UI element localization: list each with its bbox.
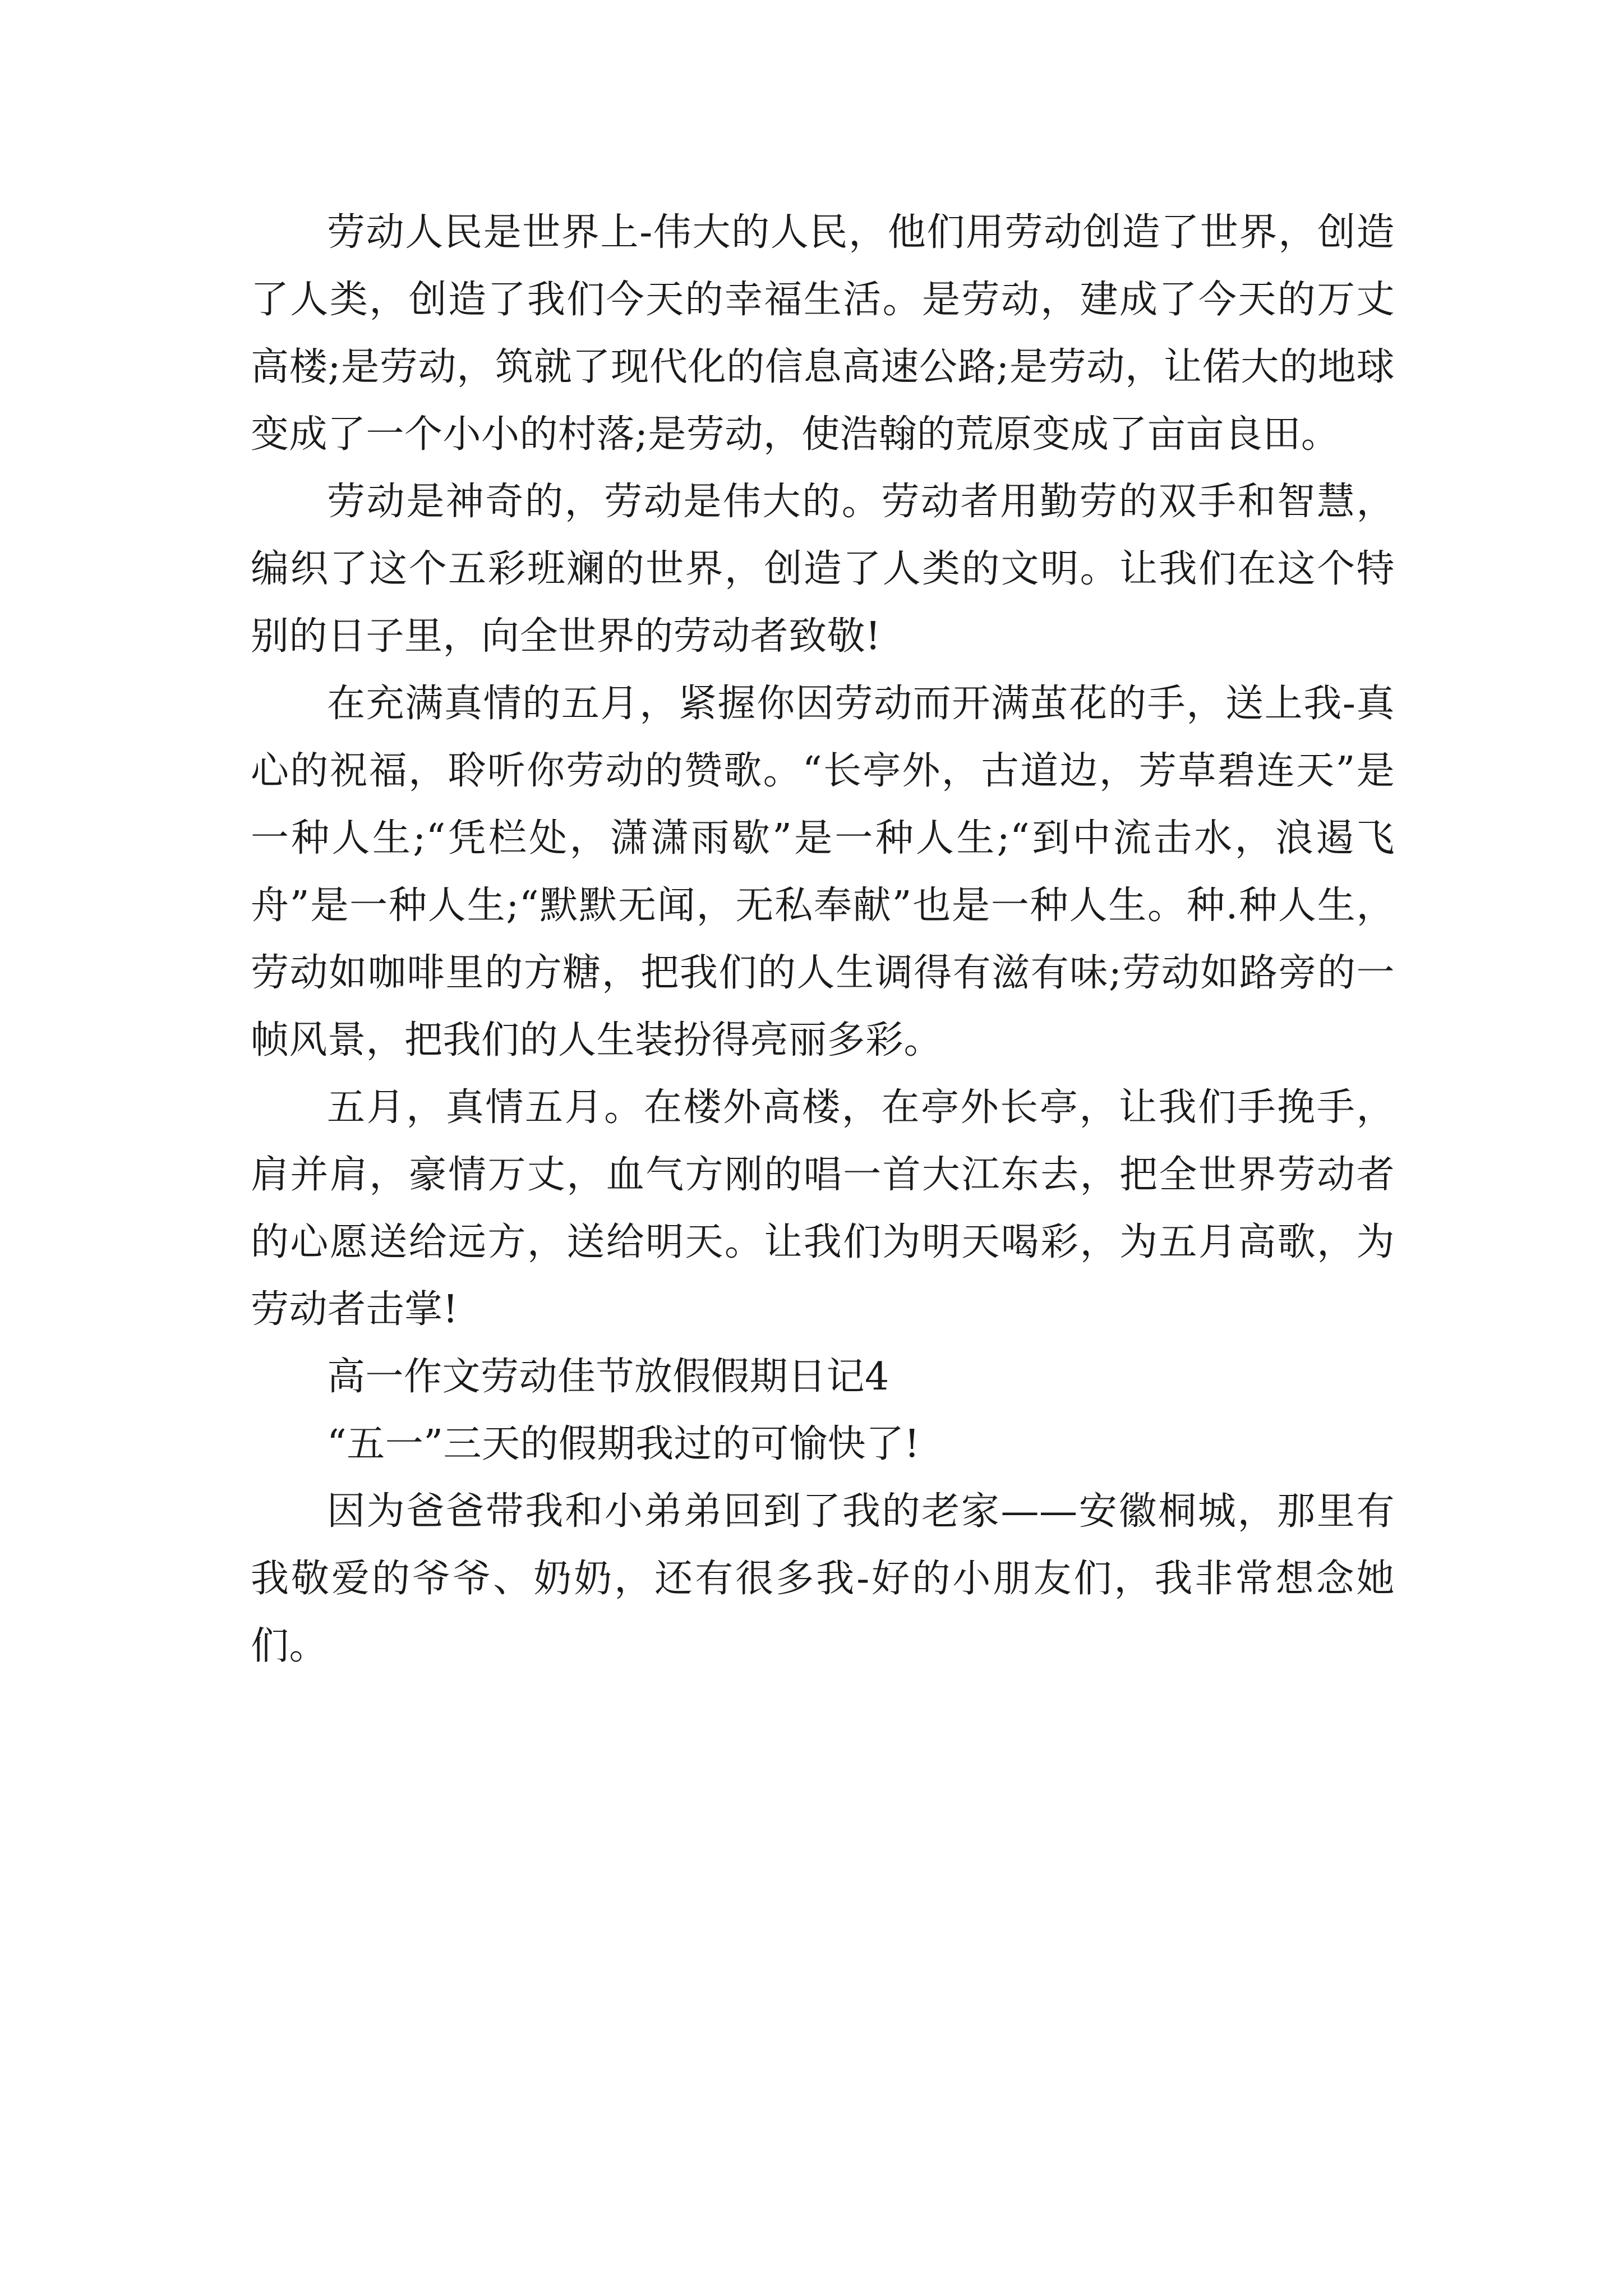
paragraph-labor-people: 劳动人民是世界上-伟大的人民，他们用劳动创造了世界，创造了人类，创造了我们今天的幸福生活。是劳动，建成了今天的万丈高楼;是劳动，筑就了现代化的信息高速公路;是劳动，让偌大的地球变成了一个小小的村落;是劳动，使浩翰的荒原变成了亩亩良田。 — [251, 210, 1395, 457]
document-body — [251, 199, 1395, 1680]
paragraph-hometown: 因为爸爸带我和小弟弟回到了我的老家——安徽桐城，那里有我敬爱的爷爷、奶奶，还有很多我-好的小朋友们，我非常想念她们。 — [251, 1489, 1395, 1668]
paragraph-may-blessing: 在充满真情的五月，紧握你因劳动而开满茧花的手，送上我-真心的祝福，聆听你劳动的赞歌。“长亭外，古道边，芳草碧连天”是一种人生;“凭栏处，潇潇雨歇”是一种人生;“到中流击水，浪遏飞舟”是一种人生;“默默无闻，无私奉献”也是一种人生。种.种人生，劳动如咖啡里的方糖，把我们的人生调得有滋有味;劳动如路旁的一帧风景，把我们的人生装扮得亮丽多彩。 — [251, 682, 1395, 1062]
paragraph-may-cheers: 五月，真情五月。在楼外高楼，在亭外长亭，让我们手挽手，肩并肩，豪情万丈，血气方刚的唱一首大江东去，把全世界劳动者的心愿送给远方，送给明天。让我们为明天喝彩，为五月高歌，为劳动者击掌! — [251, 1085, 1395, 1332]
paragraph-holiday-intro: “五一”三天的假期我过的可愉快了! — [327, 1422, 920, 1466]
section-heading: 高一作文劳动佳节放假假期日记4 — [327, 1355, 889, 1399]
paragraph-labor-wonderful: 劳动是神奇的，劳动是伟大的。劳动者用勤劳的双手和智慧，编织了这个五彩班斓的世界，创造了人类的文明。让我们在这个特别的日子里，向全世界的劳动者致敬! — [251, 480, 1395, 659]
